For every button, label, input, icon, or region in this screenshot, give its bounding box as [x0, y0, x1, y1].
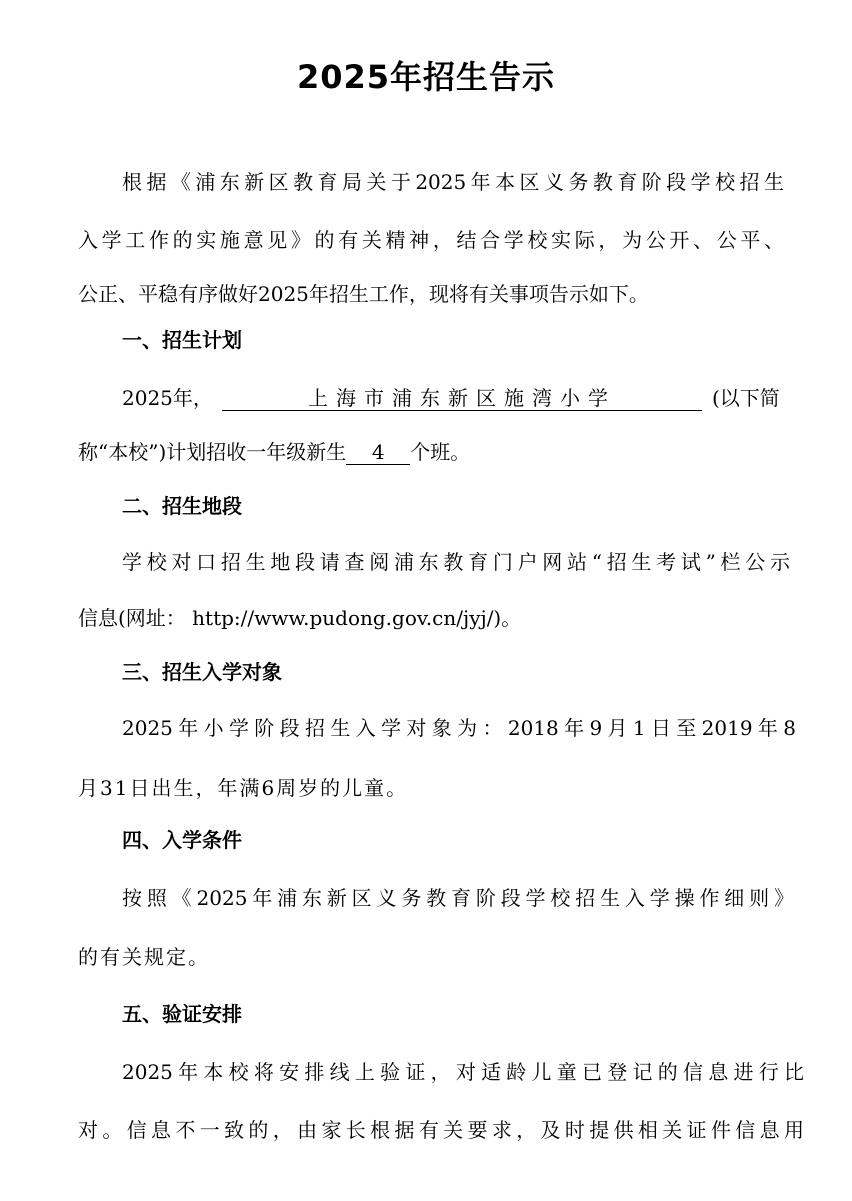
target-line-1: 2025年小学阶段招生入学对象为：2018年9月1日至2019年8 — [122, 716, 796, 740]
verification-line-1: 2025年本校将安排线上验证，对适龄儿童已登记的信息进行比 — [122, 1060, 804, 1084]
intro-line-3: 公正、平稳有序做好2025年招生工作，现将有关事项告示如下。 — [78, 282, 649, 306]
school-name: 上海市浦东新区施湾小学 — [222, 386, 702, 411]
section-heading-verification: 五、验证安排 — [122, 1002, 242, 1026]
verification-line-2: 对。信息不一致的，由家长根据有关要求，及时提供相关证件信息用 — [78, 1118, 804, 1142]
intro-line-2: 入学工作的实施意见》的有关精神，结合学校实际，为公开、公平、 — [78, 228, 784, 252]
conditions-line-1: 按照《2025年浦东新区义务教育阶段学校招生入学操作细则》 — [122, 886, 794, 910]
target-line-2: 月31日出生，年满6周岁的儿童。 — [78, 776, 409, 800]
district-line-1: 学校对口招生地段请查阅浦东教育门户网站“招生考试”栏公示 — [122, 550, 790, 574]
section-heading-plan: 一、招生计划 — [122, 328, 242, 352]
district-line-2: 信息(网址： http://www.pudong.gov.cn/jyj/)。 — [78, 606, 522, 630]
section-heading-conditions: 四、入学条件 — [122, 828, 242, 852]
plan-school-name-field — [222, 384, 702, 412]
intro-line-1: 根据《浦东新区教育局关于2025年本区义务教育阶段学校招生 — [122, 170, 784, 194]
plan-after-school: (以下简 — [712, 386, 780, 410]
plan-line-2: 称“本校”)计划招收一年级新生 4 个班。 — [78, 440, 471, 464]
plan-year-prefix: 2025年， — [122, 386, 213, 410]
page-title: 2025年招生告示 — [296, 58, 556, 96]
class-count: 4 — [346, 440, 410, 465]
conditions-line-2: 的有关规定。 — [78, 945, 210, 969]
section-heading-district: 二、招生地段 — [122, 494, 242, 518]
section-heading-target: 三、招生入学对象 — [122, 660, 282, 684]
